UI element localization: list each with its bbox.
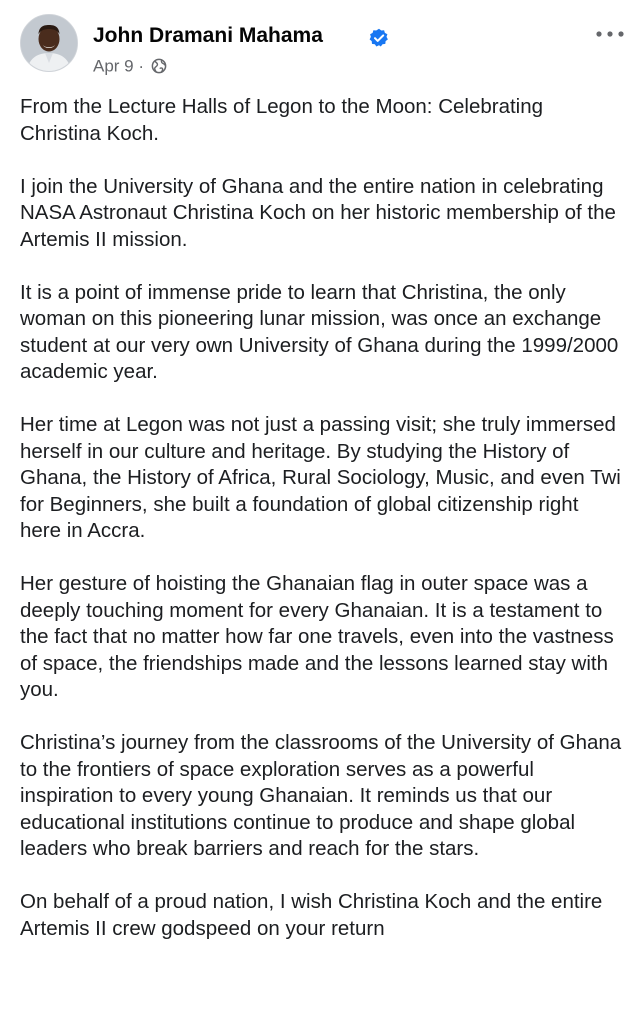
post-body [20, 94, 625, 969]
author-name[interactable]: John Dramani Mahama [93, 24, 323, 47]
avatar[interactable] [20, 14, 78, 72]
globe-icon[interactable] [151, 58, 167, 74]
verified-badge-icon [369, 28, 389, 48]
post-meta [93, 55, 167, 78]
avatar-image [21, 15, 77, 71]
post-date[interactable]: Apr 9 [93, 56, 134, 76]
post-paragraph: On behalf of a proud nation, I wish Christina Koch and the entire Artemis II crew godspeed on your return [20, 890, 603, 940]
meta-separator: · [138, 56, 145, 76]
post-paragraph: I join the University of Ghana and the entire nation in celebrating NASA Astronaut Christina Koch on her historic membership of the Artemis II mission. [20, 174, 616, 251]
more-options-icon[interactable] [595, 28, 625, 40]
post-paragraph: It is a point of immense pride to learn that Christina, the only woman on this pioneering lunar mission, was once an exchange student at our very own University of Ghana during the 1999/2000 academic year. [20, 280, 619, 383]
post-paragraph: Her gesture of hoisting the Ghanaian flag in outer space was a deeply touching moment for every Ghanaian. It is a testament to the fact that no matter how far one travels, even into the vastness of space, the friendships made and the lessons learned stay with you. [20, 572, 614, 701]
post-header [20, 14, 625, 84]
post-paragraph: Her time at Legon was not just a passing visit; she truly immersed herself in our culture and heritage. By studying the History of Ghana, the History of Africa, Rural Sociology, Music, and even Twi for Beginners, she built a foundation of global citizenship right here in Accra. [20, 413, 621, 542]
post-paragraph: Christina’s journey from the classrooms of the University of Ghana to the frontiers of space exploration serves as a powerful inspiration to every young Ghanaian. It reminds us that our educational institutions continue to produce and shape global leaders who break barriers and reach for the stars. [20, 731, 622, 860]
post-paragraph-title: From the Lecture Halls of Legon to the Moon: Celebrating Christina Koch. [20, 95, 544, 145]
